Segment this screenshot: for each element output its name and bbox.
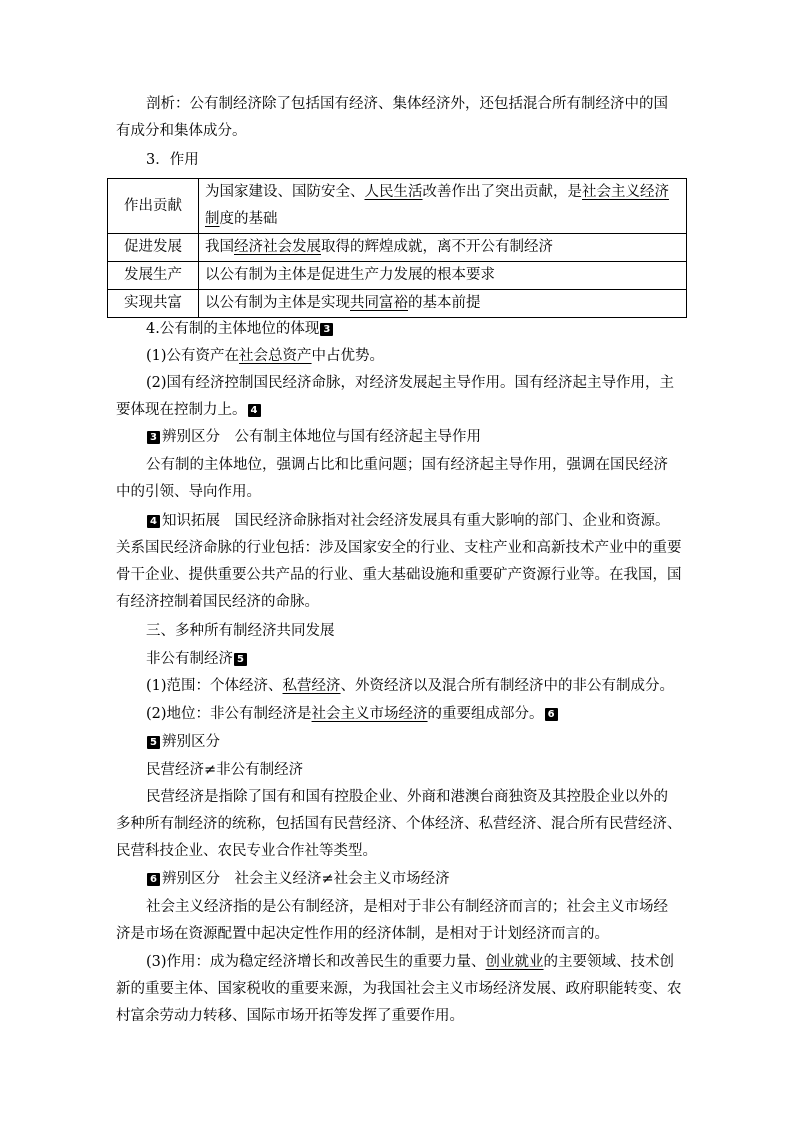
note-badge: 5 <box>147 736 160 749</box>
note-3-title: 3 辨别区分 公有制主体地位与国有经济起主导作用 <box>116 424 682 451</box>
note-6-title: 6 辨别区分 社会主义经济≠社会主义市场经济 <box>116 866 682 893</box>
table-key: 实现共富 <box>108 290 199 318</box>
table-value: 以公有制为主体是实现共同富裕的基本前提 <box>199 290 687 318</box>
note-badge: 4 <box>147 515 160 528</box>
note-5-subtitle: 民营经济≠非公有制经济 <box>146 762 304 778</box>
table-row <box>108 290 687 318</box>
table-row <box>108 234 687 262</box>
table-value: 为国家建设、国防安全、人民生活改善作出了突出贡献，是社会主义经济制度的基础 <box>199 179 687 234</box>
table-value: 我国经济社会发展取得的辉煌成就，离不开公有制经济 <box>199 234 687 262</box>
note-badge: 6 <box>147 873 160 886</box>
role-table <box>107 178 687 318</box>
note-badge: 5 <box>234 653 247 666</box>
note-badge: 3 <box>320 323 333 336</box>
analysis-text: 剖析：公有制经济除了包括国有经济、集体经济外，还包括混合所有制经济中的国有成分和集体成分。 <box>116 96 668 139</box>
part3-item-3: (3)作用：成为稳定经济增长和改善民生的重要力量、创业就业的主要领域、技术创新的重要主体、国家税收的重要来源，为我国社会主义市场经济发展、政府职能转变、农村富余劳动力转移、国际市场开拓等发挥了重要作用。 <box>116 954 682 1024</box>
part3-item-1: (1)范围：个体经济、私营经济、外资经济以及混合所有制经济中的非公有制成分。 <box>146 678 675 694</box>
note-badge: 4 <box>248 404 261 417</box>
note-badge: 3 <box>147 431 160 444</box>
section-4-heading: 4.公有制的主体地位的体现 3 <box>116 316 712 343</box>
table-key: 促进发展 <box>108 234 199 262</box>
table-value: 以公有制为主体是促进生产力发展的根本要求 <box>199 262 687 290</box>
note-6-body: 社会主义经济指的是公有制经济，是相对于非公有制经济而言的；社会主义市场经济是市场在资源配置中起决定性作用的经济体制，是相对于计划经济而言的。 <box>116 899 668 942</box>
sec4-item-1: (1)公有资产在社会总资产中占优势。 <box>146 348 385 364</box>
part-3-subheading: 非公有制经济 5 <box>116 646 682 673</box>
section-3-heading: 3．作用 <box>146 152 199 168</box>
table-row <box>108 179 687 234</box>
note-4-body: 4 知识拓展 国民经济命脉指对社会经济发展具有重大影响的部门、企业和资源。关系国民经济命脉的行业包括：涉及国家安全的行业、支柱产业和高新技术产业中的重要骨干企业、提供重要公共产品的行业、重大基础设施和重要矿产资源行业等。在我国，国有经济控制着国民经济的命脉。 <box>116 513 682 610</box>
part-3-heading: 三、多种所有制经济共同发展 <box>146 623 335 639</box>
analysis-paragraph <box>116 91 682 145</box>
part3-item-2: (2)地位：非公有制经济是社会主义市场经济的重要组成部分。 6 <box>116 701 682 728</box>
note-5-title: 5 辨别区分 <box>116 729 682 756</box>
note-3-body: 公有制的主体地位，强调占比和比重问题；国有经济起主导作用，强调在国民经济中的引领、导向作用。 <box>116 457 668 500</box>
note-5-body: 民营经济是指除了国有和国有控股企业、外商和港澳台商独资及其控股企业以外的多种所有制经济的统称，包括国有民营经济、个体经济、私营经济、混合所有民营经济、民营科技企业、农民专业合作社等类型。 <box>116 789 682 859</box>
sec4-item-2: (2)国有经济控制国民经济命脉，对经济发展起主导作用。国有经济起主导作用，主要体现在控制力上。 4 <box>116 375 675 418</box>
table-key: 作出贡献 <box>108 179 199 234</box>
table-key: 发展生产 <box>108 262 199 290</box>
note-badge: 6 <box>545 708 558 721</box>
table-row <box>108 262 687 290</box>
